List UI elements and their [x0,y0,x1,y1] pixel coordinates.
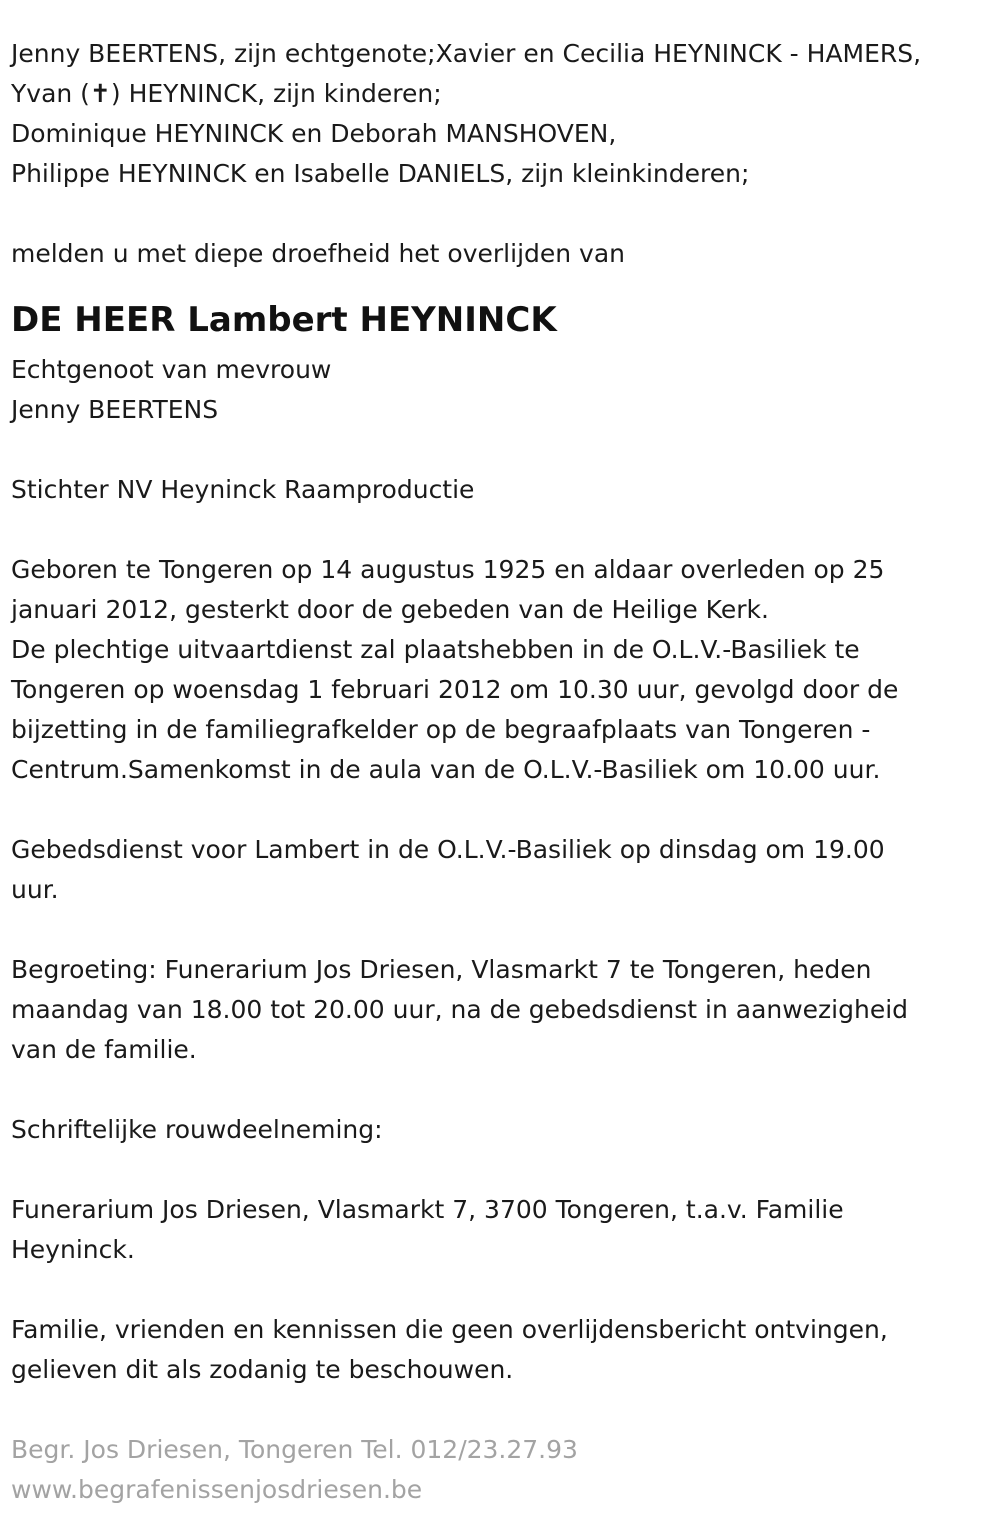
closing-line: Familie, vrienden en kennissen die geen overlijdensbericht ontvingen, [11,1315,888,1344]
footer [11,1430,991,1510]
undertaker-info: Begr. Jos Driesen, Tongeren Tel. 012/23.27.93 [11,1435,578,1464]
spouse-name: Jenny BEERTENS [11,395,219,424]
spacer [11,790,991,830]
family-section [11,34,991,194]
condolence-address [11,1190,991,1270]
announcement-text: melden u met diepe droefheid het overlijden van [11,239,626,268]
details-line: januari 2012, gesterkt door de gebeden van de Heilige Kerk. [11,595,769,624]
address-line: Funerarium Jos Driesen, Vlasmarkt 7, 3700 Tongeren, t.a.v. Familie [11,1195,844,1224]
spacer [11,1070,991,1110]
visitation-line: van de familie. [11,1035,197,1064]
spacer [11,510,991,550]
prayer-line: uur. [11,875,59,904]
prayer-line: Gebedsdienst voor Lambert in de O.L.V.-Basiliek op dinsdag om 19.00 [11,835,885,864]
details-line: Tongeren op woensdag 1 februari 2012 om 10.30 uur, gevolgd door de [11,675,899,704]
details-section [11,550,991,790]
family-line: Dominique HEYNINCK en Deborah MANSHOVEN, [11,119,617,148]
visitation-line: Begroeting: Funerarium Jos Driesen, Vlasmarkt 7 te Tongeren, heden [11,955,872,984]
spacer [11,1150,991,1190]
prayer-section [11,830,991,910]
details-line: Centrum.Samenkomst in de aula van de O.L.V.-Basiliek om 10.00 uur. [11,755,881,784]
family-line: Philippe HEYNINCK en Isabelle DANIELS, zijn kleinkinderen; [11,159,750,188]
deceased-role: Stichter NV Heyninck Raamproductie [11,475,475,504]
spacer [11,194,991,234]
visitation-line: maandag van 18.00 tot 20.00 uur, na de gebedsdienst in aanwezigheid [11,995,909,1024]
details-line: Geboren te Tongeren op 14 augustus 1925 en aldaar overleden op 25 [11,555,885,584]
spacer [11,1270,991,1310]
website-link[interactable]: www.begrafenissenjosdriesen.be [11,1475,423,1504]
closing-line: gelieven dit als zodanig te beschouwen. [11,1355,514,1384]
spacer [11,1390,991,1430]
details-line: bijzetting in de familiegrafkelder op de begraafplaats van Tongeren - [11,715,871,744]
family-line: Yvan (✝) HEYNINCK, zijn kinderen; [11,79,442,108]
closing-section [11,1310,991,1390]
condolence-label: Schriftelijke rouwdeelneming: [11,1115,383,1144]
spouse-label: Echtgenoot van mevrouw [11,355,332,384]
address-line: Heyninck. [11,1235,135,1264]
family-line: Jenny BEERTENS, zijn echtgenote;Xavier en Cecilia HEYNINCK - HAMERS, [11,39,922,68]
visitation-section [11,950,991,1070]
details-line: De plechtige uitvaartdienst zal plaatshebben in de O.L.V.-Basiliek te [11,635,860,664]
deceased-name: DE HEER Lambert HEYNINCK [11,300,557,340]
spacer [11,910,991,950]
obituary-notice [11,34,991,1510]
spacer [11,430,991,470]
